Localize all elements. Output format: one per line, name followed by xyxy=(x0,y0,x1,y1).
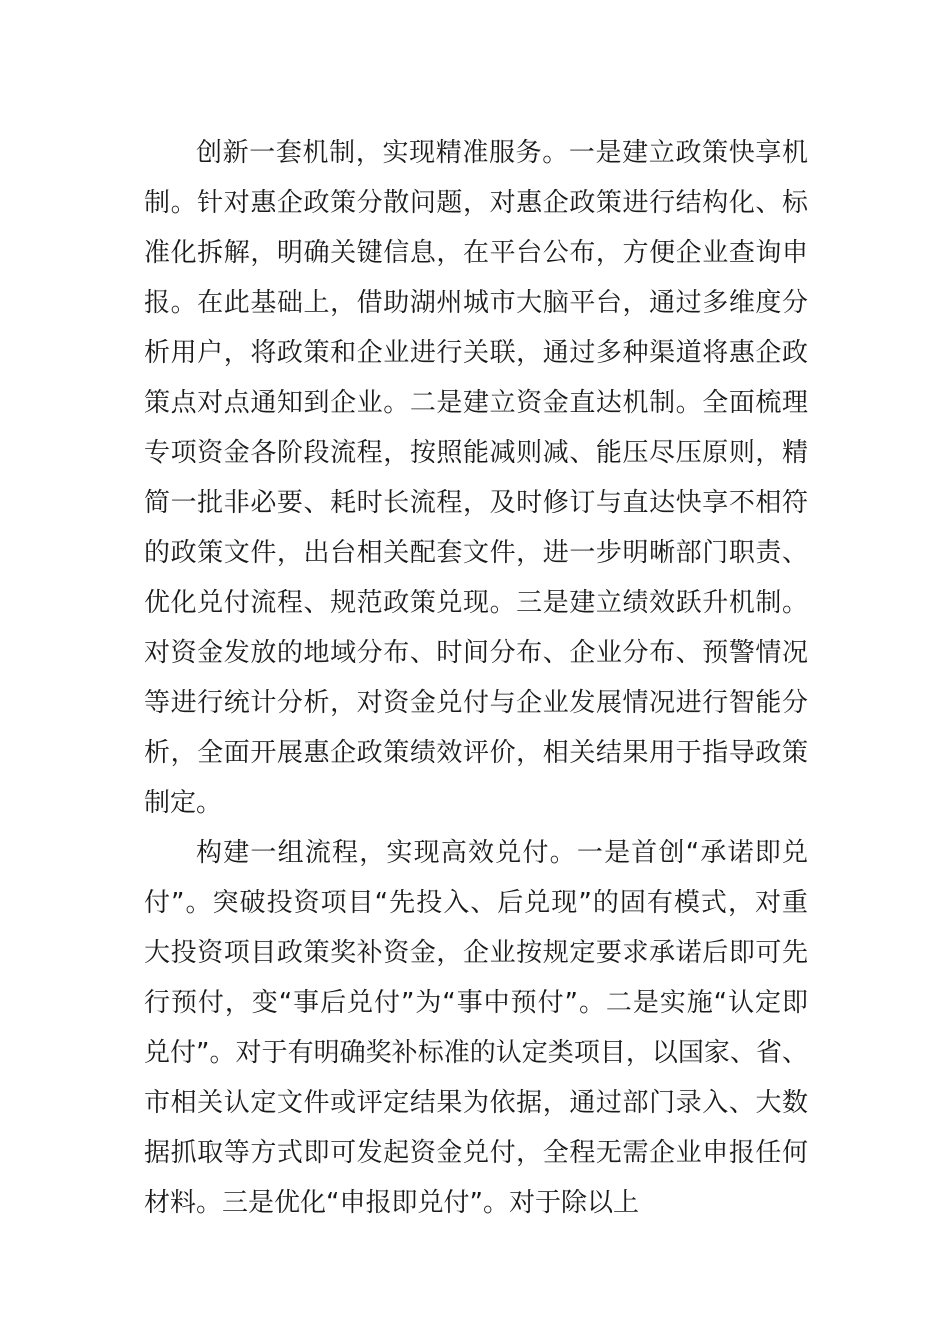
document-body xyxy=(144,128,808,1228)
paragraph-mechanism: 创新一套机制，实现精准服务。一是建立政策快享机制。针对惠企政策分散问题，对惠企政策进行结构化、标准化拆解，明确关键信息，在平台公布，方便企业查询申报。在此基础上，借助湖州城市大脑平台，通过多维度分析用户，将政策和企业进行关联，通过多种渠道将惠企政策点对点通知到企业。二是建立资金直达机制。全面梳理专项资金各阶段流程，按照能减则减、能压尽压原则，精简一批非必要、耗时长流程，及时修订与直达快享不相符的政策文件，出台相关配套文件，进一步明晰部门职责、优化兑付流程、规范政策兑现。三是建立绩效跃升机制。对资金发放的地域分布、时间分布、企业分布、预警情况等进行统计分析，对资金兑付与企业发展情况进行智能分析，全面开展惠企政策绩效评价，相关结果用于指导政策制定。 xyxy=(144,138,808,818)
paragraph-process: 构建一组流程，实现高效兑付。一是首创“承诺即兑付”。突破投资项目“先投入、后兑现”的固有模式，对重大投资项目政策奖补资金，企业按规定要求承诺后即可先行预付，变“事后兑付”为“事中预付”。二是实施“认定即兑付”。对于有明确奖补标准的认定类项目，以国家、省、市相关认定文件或评定结果为依据，通过部门录入、大数据抓取等方式即可发起资金兑付，全程无需企业申报任何材料。三是优化“申报即兑付”。对于除以上 xyxy=(144,838,808,1218)
